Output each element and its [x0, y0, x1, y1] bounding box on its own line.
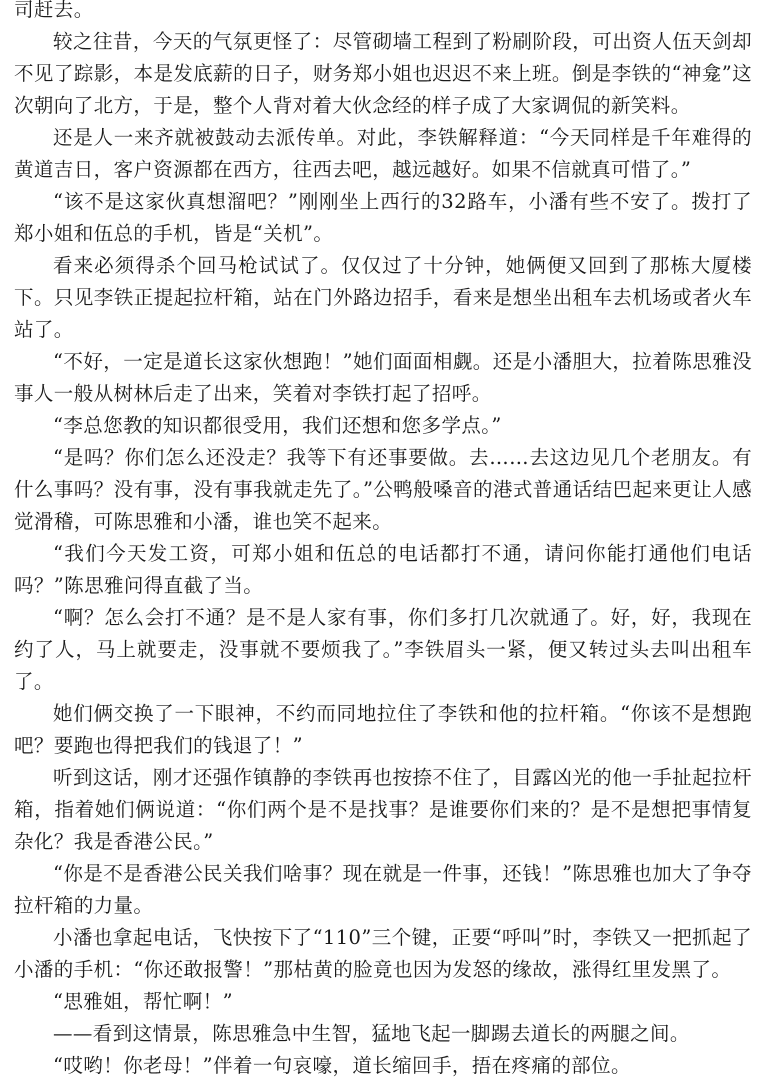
paragraph: 小潘也拿起电话，飞快按下了“110”三个键，正要“呼叫”时，李铁又一把抓起了小潘的手机：“你还敢报警！”那枯黄的脸竟也因为发怒的缘故，涨得红里发黑了。 [14, 926, 752, 981]
paragraph: “你是不是香港公民关我们啥事？现在就是一件事，还钱！”陈思雅也加大了争夺拉杆箱的力量。 [14, 862, 752, 917]
paragraph: “李总您教的知识都很受用，我们还想和您多学点。” [53, 414, 502, 437]
paragraph: 她们俩交换了一下眼神，不约而同地拉住了李铁和他的拉杆箱。“你该不是想跑吧？要跑也得把我们的钱退了！” [14, 702, 752, 757]
paragraph: 听到这话，刚才还强作镇静的李铁再也按捺不住了，目露凶光的他一手扯起拉杆箱，指着她们俩说道：“你们两个是不是找事？是谁要你们来的？是不是想把事情复杂化？我是香港公民。” [14, 766, 752, 853]
paragraph: 较之往昔，今天的气氛更怪了：尽管砌墙工程到了粉刷阶段，可出资人伍天剑却不见了踪影，本是发底薪的日子，财务郑小姐也迟迟不来上班。倒是李铁的“神龛”这次朝向了北方，于是，整个人背对着大伙念经的样子成了大家调侃的新笑料。 [14, 30, 752, 117]
paragraph: 还是人一来齐就被鼓动去派传单。对此，李铁解释道：“今天同样是千年难得的黄道吉日，客户资源都在西方，往西去吧，越远越好。如果不信就真可惜了。” [14, 126, 752, 181]
paragraph: “哎哟！你老母！”伴着一句哀嚎，道长缩回手，捂在疼痛的部位。 [53, 1054, 631, 1077]
paragraph: “思雅姐，帮忙啊！” [53, 990, 233, 1013]
paragraph: “是吗？你们怎么还没走？我等下有还事要做。去……去这边见几个老朋友。有什么事吗？没有事，没有事我就走先了。”公鸭般嗓音的港式普通话结巴起来更让人感觉滑稽，可陈思雅和小潘，谁也笑不起来。 [14, 446, 752, 533]
paragraph: 司赶去。 [14, 0, 94, 21]
paragraph: “不好，一定是道长这家伙想跑！”她们面面相觑。还是小潘胆大，拉着陈思雅没事人一般从树林后走了出来，笑着对李铁打起了招呼。 [14, 350, 752, 405]
paragraph: 看来必须得杀个回马枪试试了。仅仅过了十分钟，她俩便又回到了那栋大厦楼下。只见李铁正提起拉杆箱，站在门外路边招手，看来是想坐出租车去机场或者火车站了。 [14, 254, 752, 341]
paragraph: “该不是这家伙真想溜吧？”刚刚坐上西行的32路车，小潘有些不安了。拨打了郑小姐和伍总的手机，皆是“关机”。 [14, 190, 752, 245]
paragraph: “我们今天发工资，可郑小姐和伍总的电话都打不通，请问你能打通他们电话吗？”陈思雅问得直截了当。 [14, 542, 752, 597]
document-body [14, 0, 752, 1082]
paragraph: ——看到这情景，陈思雅急中生智，猛地飞起一脚踢去道长的两腿之间。 [53, 1022, 690, 1045]
paragraph: “啊？怎么会打不通？是不是人家有事，你们多打几次就通了。好，好，我现在约了人，马上就要走，没事就不要烦我了。”李铁眉头一紧，便又转过头去叫出租车了。 [14, 606, 752, 693]
